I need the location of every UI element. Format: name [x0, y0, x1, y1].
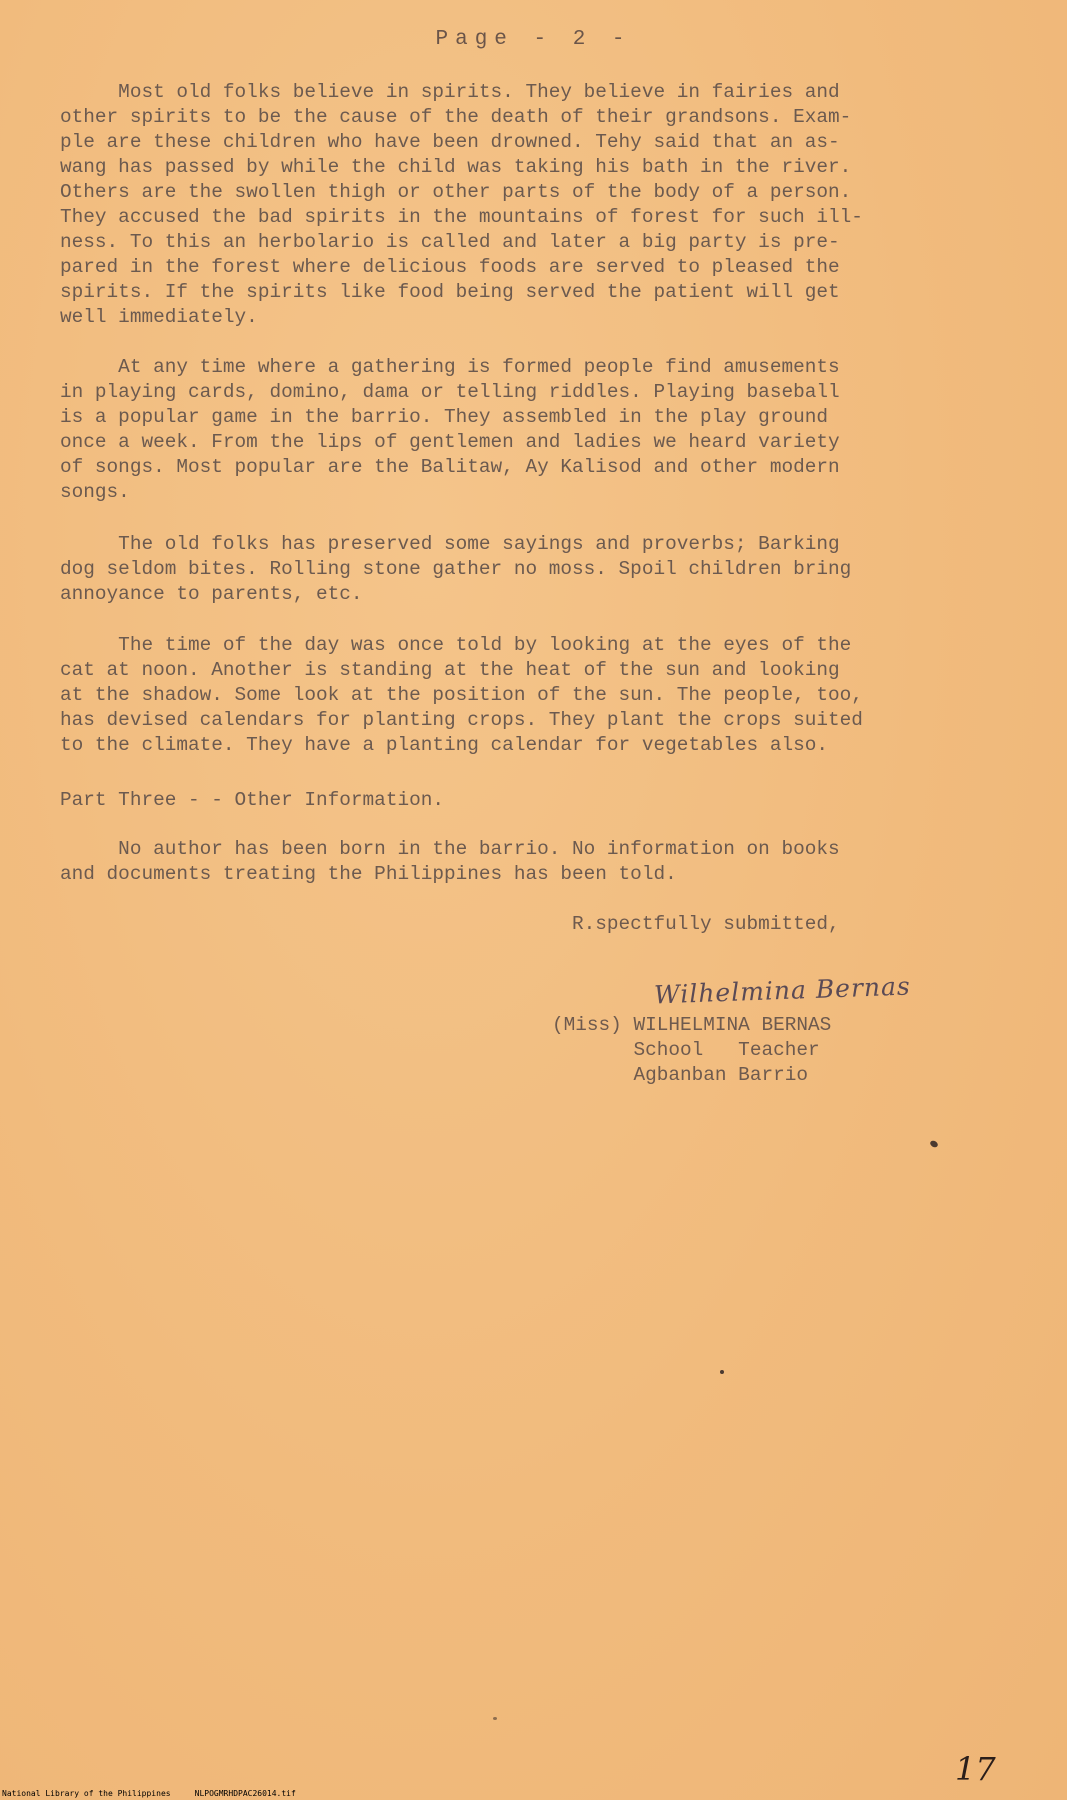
- ink-speck: [720, 1370, 724, 1374]
- section-heading-part-three: Part Three - - Other Information.: [60, 789, 444, 811]
- ink-speck: [929, 1139, 939, 1148]
- paragraph-proverbs: The old folks has preserved some sayings and proverbs; Barking dog seldom bites. Rolling stone gather no moss. Spoil children bring annoyance to parents, etc.: [60, 533, 852, 605]
- paragraph-time-of-day: The time of the day was once told by looking at the eyes of the cat at noon. Another is standing at the heat of the sun and looking at the shadow. Some look at the position of the sun. The people, too, has devised calendars for planting crops. They plant the crops suited to the climate. They have a planting calendar for vegetables also.: [60, 634, 863, 756]
- closing-line: R.spectfully submitted,: [572, 913, 840, 935]
- archive-footer: National Library of the Philippines NLPOGMRHDPAC26014.tif: [2, 1789, 296, 1798]
- paragraph-amusements: At any time where a gathering is formed people find amusements in playing cards, domino, dama or telling riddles. Playing baseball is a popular game in the barrio. They assembled in the play ground once a week. From the lips of gentlemen and ladies we heard variety of songs. Most popular are the Balitaw, Ay Kalisod and other modern songs.: [60, 356, 840, 503]
- paragraph-spirits: Most old folks believe in spirits. They believe in fairies and other spirits to be the cause of the death of their grandsons. Exam- ple are these children who have been drowned. Tehy said that an as- wang has passed by while the child was taking his bath in the river. Others are the swollen thigh or other parts of the body of a person. They accused the bad spirits in the mountains of forest for such ill- ness. To this an herbolario is called and later a big party is pre- pared in the forest where delicious foods are served to pleased the spirits. If the spirits like food being served the patient will get well immediately.: [60, 81, 863, 328]
- handwritten-signature: Wilhelmina Bernas: [653, 971, 912, 1010]
- ink-speck: [493, 1717, 497, 1720]
- signature-block: (Miss) WILHELMINA BERNAS School Teacher Agbanban Barrio: [552, 1014, 832, 1086]
- handwritten-page-number: 17: [955, 1750, 996, 1788]
- page-header: Page - 2 -: [435, 28, 632, 51]
- paragraph-other-information: No author has been born in the barrio. No information on books and documents treating the Philippines has been told.: [60, 838, 840, 885]
